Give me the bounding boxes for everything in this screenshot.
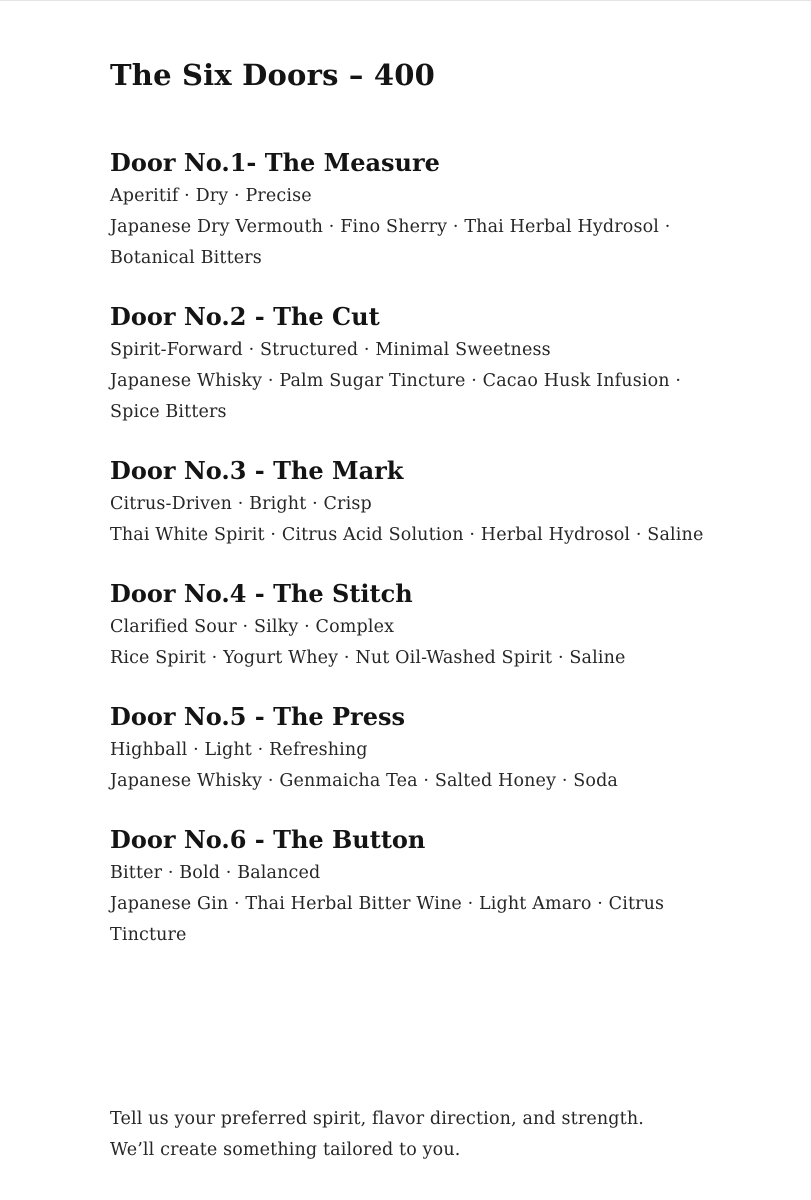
door-ingredients: Thai White Spirit · Citrus Acid Solution · Herbal Hydrosol · Saline bbox=[110, 525, 704, 545]
door-profile: Spirit-Forward · Structured · Minimal Sweetness bbox=[110, 340, 551, 360]
door-name: Door No.2 - The Cut bbox=[110, 302, 380, 331]
door-item-4 bbox=[110, 578, 800, 674]
door-item-3 bbox=[110, 455, 800, 551]
door-list bbox=[110, 147, 800, 951]
door-item-1 bbox=[110, 147, 800, 274]
door-ingredients: Japanese Whisky · Genmaicha Tea · Salted Honey · Soda bbox=[110, 771, 618, 791]
door-ingredients: Rice Spirit · Yogurt Whey · Nut Oil-Washed Spirit · Saline bbox=[110, 648, 626, 668]
door-name: Door No.5 - The Press bbox=[110, 702, 405, 731]
door-item-6 bbox=[110, 824, 800, 951]
menu-title: The Six Doors – 400 bbox=[110, 58, 436, 92]
door-ingredients: Japanese Gin · Thai Herbal Bitter Wine · Light Amaro · Citrus bbox=[110, 894, 665, 914]
door-name: Door No.6 - The Button bbox=[110, 825, 426, 854]
door-profile: Clarified Sour · Silky · Complex bbox=[110, 617, 395, 637]
custom-order-note bbox=[110, 1104, 800, 1166]
cocktail-menu bbox=[110, 56, 800, 978]
door-profile: Bitter · Bold · Balanced bbox=[110, 863, 321, 883]
door-ingredients: Japanese Whisky · Palm Sugar Tincture · Cacao Husk Infusion · bbox=[110, 371, 682, 391]
door-name: Door No.4 - The Stitch bbox=[110, 579, 413, 608]
door-item-2 bbox=[110, 301, 800, 428]
door-profile: Citrus-Driven · Bright · Crisp bbox=[110, 494, 372, 514]
top-divider bbox=[0, 0, 811, 1]
door-item-5 bbox=[110, 701, 800, 797]
door-ingredients: Tincture bbox=[110, 925, 187, 945]
door-ingredients: Botanical Bitters bbox=[110, 248, 262, 268]
door-ingredients: Spice Bitters bbox=[110, 402, 227, 422]
door-name: Door No.1- The Measure bbox=[110, 148, 440, 177]
footer-note-line: We’ll create something tailored to you. bbox=[110, 1140, 461, 1160]
door-profile: Aperitif · Dry · Precise bbox=[110, 186, 312, 206]
door-ingredients: Japanese Dry Vermouth · Fino Sherry · Thai Herbal Hydrosol · bbox=[110, 217, 671, 237]
footer-note-line: Tell us your preferred spirit, flavor direction, and strength. bbox=[110, 1109, 644, 1129]
door-name: Door No.3 - The Mark bbox=[110, 456, 404, 485]
door-profile: Highball · Light · Refreshing bbox=[110, 740, 368, 760]
